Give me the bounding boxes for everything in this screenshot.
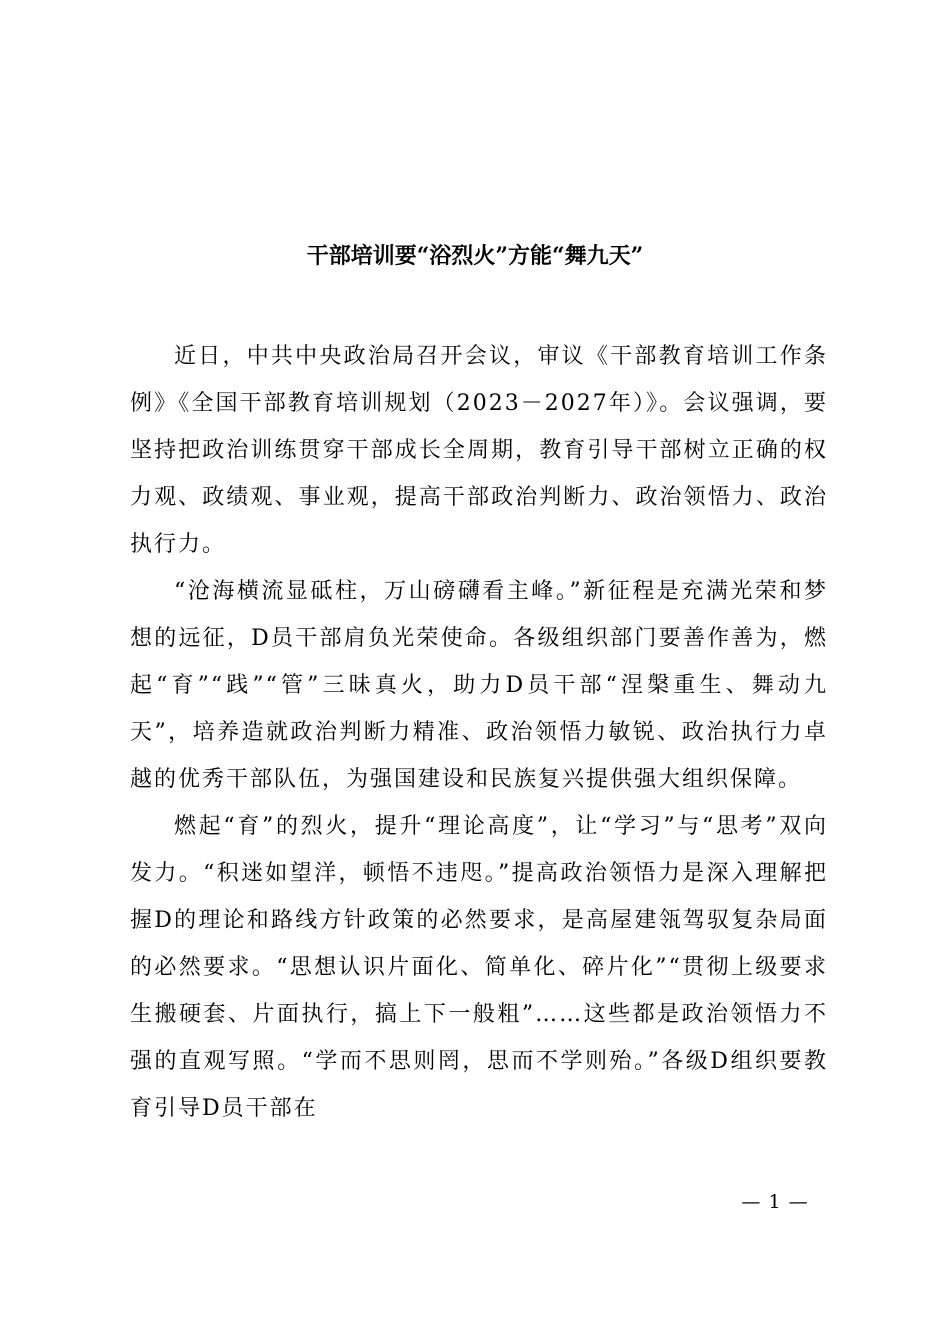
paragraph-2: “沧海横流显砥柱，万山磅礴看主峰。”新征程是充满光荣和梦想的远征，D员干部肩负光荣使命。各级组织部门要善作善为，燃起“育”“践”“管”三昧真火，助力D员干部“涅槃重生、舞动九天”，培养造就政治判断力精准、政治领悟力敏锐、政治执行力卓越的优秀干部队伍，为强国建设和民族复兴提供强大组织保障。 <box>130 579 828 792</box>
paragraph-1: 近日，中共中央政治局召开会议，审议《干部教育培训工作条例》《全国干部教育培训规划（2023－2027年）》。会议强调，要坚持把政治训练贯穿干部成长全周期，教育引导干部树立正确的权力观、政绩观、事业观，提高干部政治判断力、政治领悟力、政治执行力。 <box>130 344 828 557</box>
page-number: — 1 — <box>741 1191 809 1213</box>
article-body <box>130 333 828 1132</box>
article-title: 干部培训要“浴烈火”方能“舞九天” <box>306 243 644 269</box>
paragraph-3: 燃起“育”的烈火，提升“理论高度”，让“学习”与“思考”双向发力。“积迷如望洋，顿悟不违咫。”提高政治领悟力是深入理解把握D的理论和路线方针政策的必然要求，是高屋建瓴驾驭复杂局面的必然要求。“思想认识片面化、简单化、碎片化”“贯彻上级要求生搬硬套、片面执行，搞上下一般粗”……这些都是政治领悟力不强的直观写照。“学而不思则罔，思而不学则殆。”各级D组织要教育引导D员干部在 <box>130 814 828 1121</box>
